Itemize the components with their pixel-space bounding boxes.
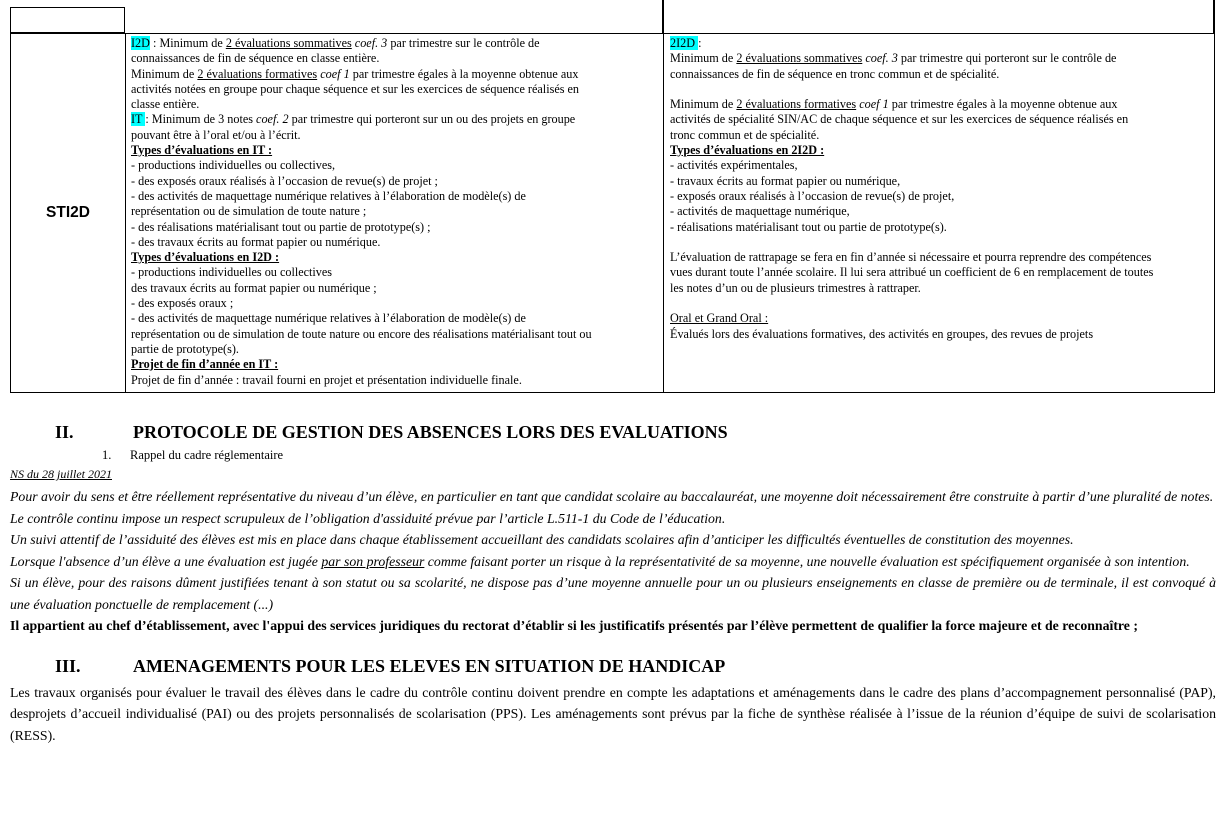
regulation-reference: NS du 28 juillet 2021: [10, 467, 112, 481]
section-ii-body: [10, 486, 1216, 637]
section-iii-title: AMENAGEMENTS POUR LES ELEVES EN SITUATION DE HANDICAP: [133, 655, 726, 676]
table-column-divider-segment: [662, 0, 664, 34]
page-body: [10, 393, 1216, 747]
row-header-sti2d: STI2D: [46, 204, 90, 221]
section-iii-number: III.: [55, 655, 81, 676]
subsection-1-title: Rappel du cadre réglementaire: [130, 448, 284, 462]
evaluation-table: [10, 0, 1215, 393]
section-iii-heading: [48, 654, 1216, 679]
paragraph: Le contrôle continu impose un respect scrupuleux de l’obligation d'assiduité prévue par l’article L.511-1 du Code de l’éducation.: [10, 510, 726, 526]
subsection-1-highlight: [100, 447, 286, 463]
subsection-1-number: 1.: [102, 448, 112, 462]
subsection-1-heading: [100, 447, 1216, 463]
section-ii-highlight: [48, 420, 734, 445]
section-ii-heading: [48, 420, 1216, 445]
section-ii-number: II.: [55, 422, 74, 442]
cell-i2d-it-evaluations: I2D : Minimum de 2 évaluations sommatives coef. 3 par trimestre sur le contrôle de connaissances de fin de séquence en classe entière. Minimum de 2 évaluations formatives coef 1 par trimestre égales à la moyenne obtenue aux activités notées en groupe pour chaque séquence et sur les exercices de séquence réalisés en classe entière. IT : Minimum de 3 notes coef. 2 par trimestre qui porteront sur un ou des projets en groupe pouvant être à l’oral et/ou à l’écrit. Types d’évaluations en IT : - productions individuelles ou collectives, - des exposés oraux réalisés à l’occasion de revue(s) de projet ; - des activités de maquettage numérique relatives à l’élaboration de modèle(s) de représentation ou de simulation de toute nature ; - des réalisations matérialisant tout ou partie de prototype(s) ; - des travaux écrits au format papier ou numérique. Types d’évaluations en I2D : - productions individuelles ou collectives des travaux écrits au format papier ou numérique ; - des exposés oraux ; - des activités de maquettage numérique relatives à l’élaboration de modèle(s) de représentation ou de simulation de toute nature ou encore des réalisations matérialisant tout ou partie de prototype(s). Projet de fin d’année en IT : Projet de fin d’année : travail fourni en projet et présentation individuelle finale.: [125, 34, 663, 392]
paragraph: Il appartient au chef d’établissement, avec l'appui des services juridiques du rectorat d’établir si les justificatifs présentés par l’élève permettent de qualifier la force majeure et de reconnaître ;: [10, 618, 1138, 633]
paragraph: Pour avoir du sens et être réellement représentative du niveau d’un élève, en particulier en tant que candidat scolaire au baccalauréat, une moyenne doit nécessairement être construite à partir d’une pluralité de notes.: [10, 489, 1214, 504]
paragraph: Un suivi attentif de l’assiduité des élèves est mis en place dans chaque établissement accueillant des candidats scolaires afin d’anticiper les difficultés éventuelles de constitution des moyennes.: [10, 532, 1074, 547]
cell-2i2d-evaluations: 2I2D : Minimum de 2 évaluations sommatives coef. 3 par trimestre qui porteront sur le contrôle de connaissances de fin de séquence en tronc commun et de spécialité. Minimum de 2 évaluations formatives coef 1 par trimestre égales à la moyenne obtenue aux activités de spécialité SIN/AC de chaque séquence et sur les exercices de séquence réalisés en tronc commun et de spécialité. Types d’évaluations en 2I2D : - activités expérimentales, - travaux écrits au format papier ou numérique, - exposés oraux réalisés à l’occasion de revue(s) de projet, - activités de maquettage numérique, - réalisations matérialisant tout ou partie de prototype(s). L’évaluation de rattrapage se fera en fin d’année si nécessaire et pourra reprendre des compétences vues durant toute l’année scolaire. Il lui sera attribué un coefficient de 6 en remplacement de toutes les notes d’un ou de plusieurs trimestres à rattraper. Oral et Grand Oral : Évalués lors des évaluations formatives, des activités en groupes, des revues de projets: [663, 34, 1214, 392]
section-iii-body: Les travaux organisés pour évaluer le travail des élèves dans le cadre du contrôle continu doivent prendre en compte les adaptations et aménagements dans le cadre des plans d’accompagnement personnalisé (PAP), desprojets d’accueil individualisé (PAI) ou des projets personnalisés de scolarisation (PPS). Les aménagements sont prévus par la fiche de synthèse réalisée à l’issue de la réunion d’équipe de suivi de scolarisation (RESS).: [10, 684, 1216, 743]
section-ii-title: PROTOCOLE DE GESTION DES ABSENCES LORS DES EVALUATIONS: [133, 422, 728, 442]
paragraph: Lorsque l'absence d’un élève a une évaluation est jugée par son professeur comme faisant porter un risque à la représentativité de sa moyenne, une nouvelle évaluation est spécifiquement organisée à son intention.: [10, 553, 1190, 569]
table-right-border-segment: [1213, 0, 1215, 34]
paragraph: Si un élève, pour des raisons dûment justifiées tenant à son statut ou sa scolarité, ne dispose pas d’une moyenne annuelle pour un ou plusieurs enseignements en classe de première ou de terminale, il est convoqué à une évaluation ponctuelle de remplacement (...): [10, 575, 1216, 612]
table-continuation-stub-cell: [10, 7, 125, 33]
section-iii-highlight: [48, 654, 731, 679]
table-row-sti2d: [10, 33, 1215, 393]
